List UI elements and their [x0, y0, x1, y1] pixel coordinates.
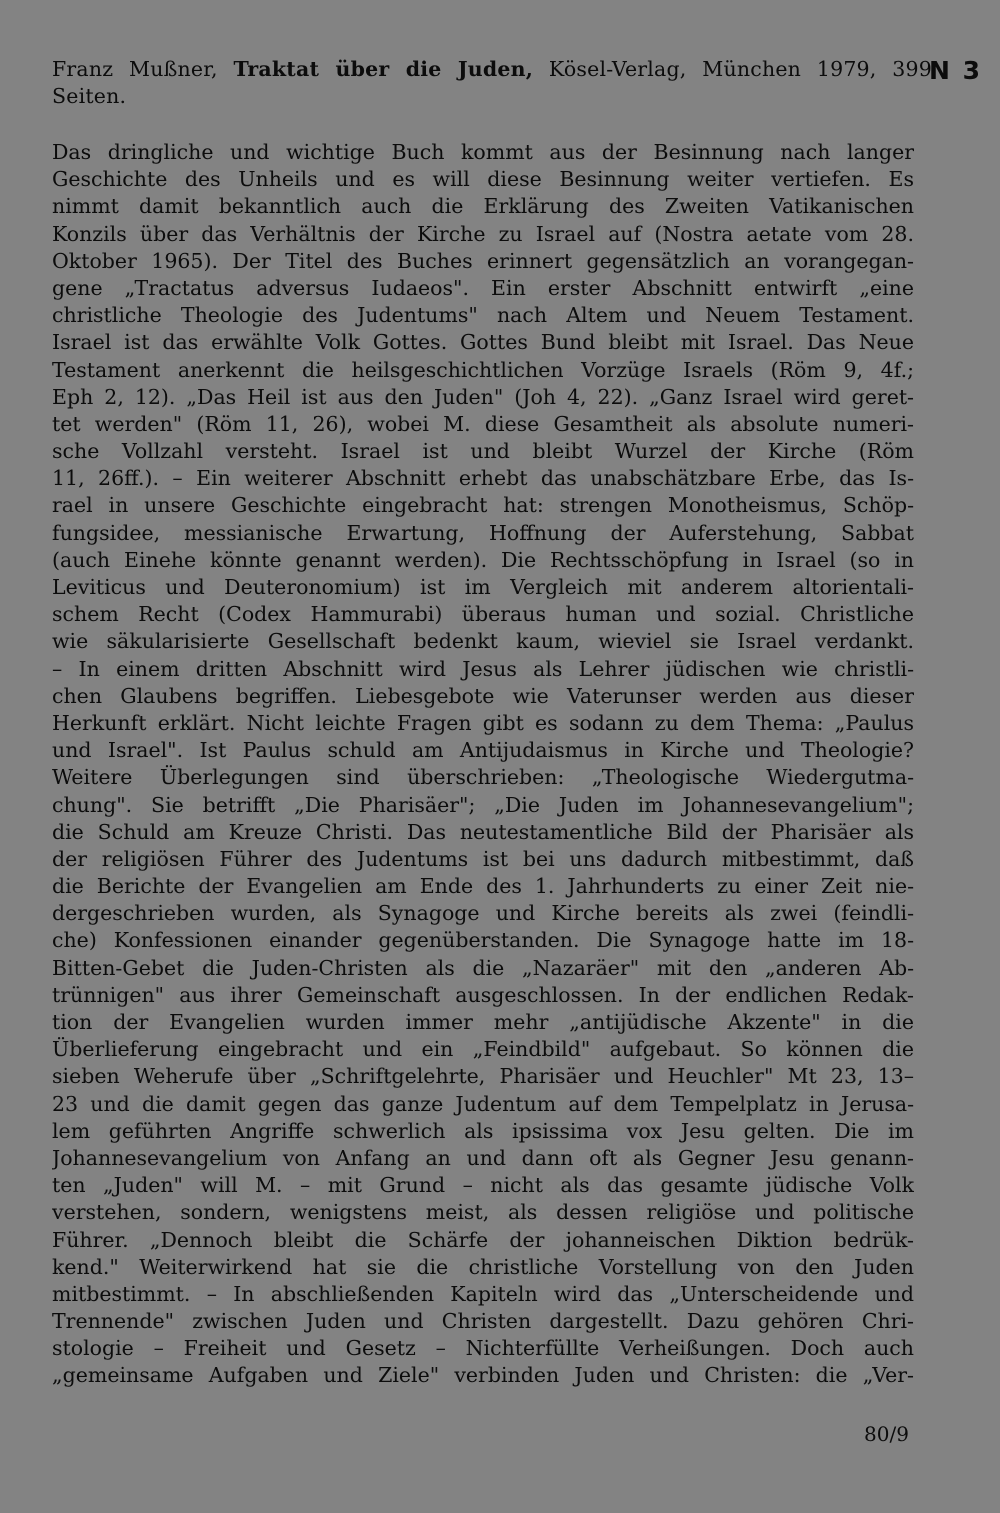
body-text-line: Johannesevangelium von Anfang an und dann oft als Gegner Jesu genann- [52, 1145, 914, 1170]
body-text-line: die Berichte der Evangelien am Ende des 1. Jahrhunderts zu einer Zeit nie- [52, 874, 914, 899]
body-text-line: Eph 2, 12). „Das Heil ist aus den Juden" (Joh 4, 22). „Ganz Israel wird geret- [52, 384, 914, 409]
body-text-line: verstehen, sondern, wenigstens meist, als dessen religiöse und politische [52, 1200, 914, 1225]
body-text-line: fungsidee, messianische Erwartung, Hoffnung der Auferstehung, Sabbat [52, 520, 914, 545]
body-text-line: christliche Theologie des Judentums" nach Altem und Neuem Testament. [52, 303, 914, 328]
body-text-line: die Schuld am Kreuze Christi. Das neutestamentliche Bild der Pharisäer als [52, 819, 914, 844]
body-text-line: Testament anerkennt die heilsgeschichtlichen Vorzüge Israels (Röm 9, 4f.; [52, 357, 914, 382]
body-text-line: rael in unsere Geschichte eingebracht hat: strengen Monotheismus, Schöp- [52, 493, 914, 518]
page-folio: 80/9 [864, 1422, 909, 1446]
author-name: Franz Mußner, [52, 57, 218, 81]
body-text-line: kend." Weiterwirkend hat sie die christliche Vorstellung von den Juden [52, 1254, 914, 1279]
body-text-line: „gemeinsame Aufgaben und Ziele" verbinden Juden und Christen: die „Ver- [52, 1363, 914, 1388]
section-badge: N 3 [929, 56, 983, 85]
body-text-line: ten „Juden" will M. – mit Grund – nicht als das gesamte jüdische Volk [52, 1173, 914, 1198]
body-text-line: stologie – Freiheit und Gesetz – Nichterfüllte Verheißungen. Doch auch [52, 1336, 914, 1361]
body-text-line: chen Glaubens begriffen. Liebesgebote wie Vaterunser werden aus dieser [52, 683, 914, 708]
body-text-line: (auch Einehe könnte genannt werden). Die Rechtsschöpfung in Israel (so in [52, 547, 914, 572]
body-text-line: 11, 26ff.). – Ein weiterer Abschnitt erhebt das unabschätzbare Erbe, das Is- [52, 466, 914, 491]
body-text-line: lem geführten Angriffe schwerlich als ipsissima vox Jesu gelten. Die im [52, 1118, 914, 1143]
body-text-line: – In einem dritten Abschnitt wird Jesus als Lehrer jüdischen wie christli- [52, 656, 914, 681]
citation-line [52, 56, 932, 83]
citation-header [52, 56, 932, 110]
body-text-line: Das dringliche und wichtige Buch kommt aus der Besinnung nach langer [52, 140, 914, 164]
publisher-info: Kösel-Verlag, München 1979, 399 [548, 57, 932, 81]
body-text-line: dergeschrieben wurden, als Synagoge und Kirche bereits als zwei (feindli- [52, 901, 914, 926]
body-text-line: Geschichte des Unheils und es will diese Besinnung weiter vertiefen. Es [52, 167, 914, 192]
body-text-line: nimmt damit bekanntlich auch die Erklärung des Zweiten Vatikanischen [52, 194, 914, 219]
body-text-line: Überlieferung eingebracht und ein „Feindbild" aufgebaut. So können die [52, 1037, 914, 1062]
body-text-line: schem Recht (Codex Hammurabi) überaus human und sozial. Christliche [52, 602, 914, 627]
body-text-line: trünnigen" aus ihrer Gemeinschaft ausgeschlossen. In der endlichen Redak- [52, 982, 914, 1007]
body-text-line: der religiösen Führer des Judentums ist bei uns dadurch mitbestimmt, daß [52, 846, 914, 871]
body-text-line: Oktober 1965). Der Titel des Buches erinnert gegensätzlich an vorangegan- [52, 248, 914, 273]
body-text-line: Israel ist das erwählte Volk Gottes. Gottes Bund bleibt mit Israel. Das Neue [52, 330, 914, 355]
body-text-line: Leviticus und Deuteronomium) ist im Vergleich mit anderem altorientali- [52, 575, 914, 599]
body-text-line: Weitere Überlegungen sind überschrieben: „Theologische Wiedergutma- [52, 765, 914, 790]
body-text-line: und Israel". Ist Paulus schuld am Antijudaismus in Kirche und Theologie? [52, 738, 914, 763]
body-text-line: Konzils über das Verhältnis der Kirche zu Israel auf (Nostra aetate vom 28. [52, 221, 914, 246]
body-text-line: Bitten-Gebet die Juden-Christen als die „Nazaräer" mit den „anderen Ab- [52, 955, 914, 980]
body-text-line: chung". Sie betrifft „Die Pharisäer"; „Die Juden im Johannesevangelium"; [52, 792, 914, 817]
body-text-line: 23 und die damit gegen das ganze Judentum auf dem Tempelplatz in Jerusa- [52, 1091, 914, 1116]
body-text-line: sche Vollzahl versteht. Israel ist und bleibt Wurzel der Kirche (Röm [52, 439, 914, 464]
page-count: Seiten. [52, 84, 127, 109]
body-text-line: tion der Evangelien wurden immer mehr „antijüdische Akzente" in die [52, 1010, 914, 1034]
body-text-line: Trennende" zwischen Juden und Christen dargestellt. Dazu gehören Chri- [52, 1309, 914, 1334]
body-text-line: mitbestimmt. – In abschließenden Kapiteln wird das „Unterscheidende und [52, 1281, 914, 1306]
body-text-line: che) Konfessionen einander gegenüberstanden. Die Synagoge hatte im 18- [52, 928, 914, 953]
body-text-line: Herkunft erklärt. Nicht leichte Fragen gibt es sodann zu dem Thema: „Paulus [52, 710, 914, 735]
body-text-line: gene „Tractatus adversus Iudaeos". Ein erster Abschnitt entwirft „eine [52, 275, 914, 300]
book-title: Traktat über die Juden, [233, 57, 534, 81]
review-body [52, 139, 914, 1390]
body-text-line: Führer. „Dennoch bleibt die Schärfe der johanneischen Diktion bedrük- [52, 1227, 914, 1252]
body-text-line: wie säkularisierte Gesellschaft bedenkt kaum, wieviel sie Israel verdankt. [52, 629, 914, 654]
body-text-line: sieben Weherufe über „Schriftgelehrte, Pharisäer und Heuchler" Mt 23, 13– [52, 1064, 914, 1089]
body-text-line: tet werden" (Röm 11, 26), wobei M. diese Gesamtheit als absolute numeri- [52, 411, 914, 436]
